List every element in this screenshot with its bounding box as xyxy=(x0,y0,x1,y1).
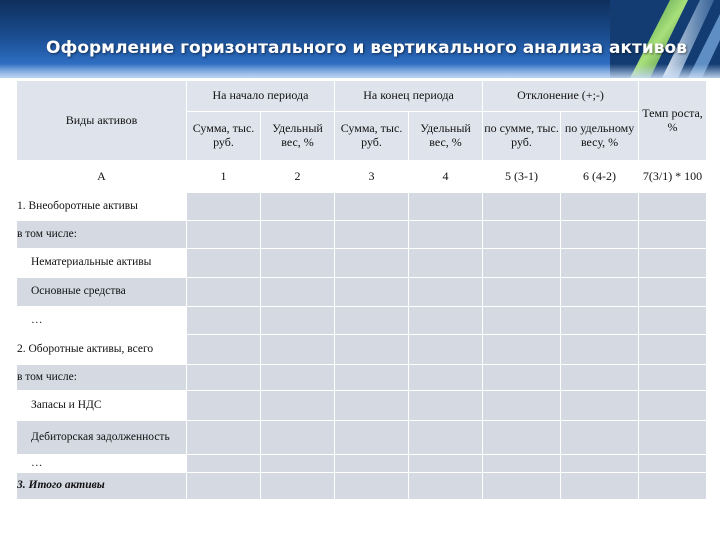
end-share-header: Удельный вес, % xyxy=(409,112,483,161)
column-number: 5 (3-1) xyxy=(483,161,561,193)
table-cell[interactable] xyxy=(639,278,707,307)
table-cell[interactable] xyxy=(483,307,561,335)
table-cell[interactable] xyxy=(483,391,561,421)
table-cell[interactable] xyxy=(409,473,483,500)
table-cell[interactable] xyxy=(639,421,707,455)
page-title: Оформление горизонтального и вертикального анализа активов xyxy=(46,38,687,58)
table-cell[interactable] xyxy=(561,307,639,335)
table-cell[interactable] xyxy=(639,365,707,391)
table-cell[interactable] xyxy=(409,335,483,365)
table-row xyxy=(17,455,707,473)
table-cell[interactable] xyxy=(409,193,483,221)
table-cell[interactable] xyxy=(187,278,261,307)
table-cell[interactable] xyxy=(335,278,409,307)
row-label: 3. Итого активы xyxy=(17,473,187,500)
row-label: … xyxy=(17,307,187,335)
table-cell[interactable] xyxy=(187,455,261,473)
table-cell[interactable] xyxy=(261,221,335,249)
table-cell[interactable] xyxy=(561,278,639,307)
deviation-header: Отклонение (+;-) xyxy=(483,81,639,112)
column-number: 7(3/1) * 100 xyxy=(639,161,707,193)
end-sum-header: Сумма, тыс. руб. xyxy=(335,112,409,161)
table-cell[interactable] xyxy=(639,193,707,221)
table-cell[interactable] xyxy=(483,193,561,221)
table-row xyxy=(17,249,707,278)
table-cell[interactable] xyxy=(409,307,483,335)
table-cell[interactable] xyxy=(335,421,409,455)
growth-rate-header: Темп роста, % xyxy=(639,81,707,161)
table-cell[interactable] xyxy=(561,249,639,278)
table-cell[interactable] xyxy=(261,249,335,278)
start-period-header: На начало периода xyxy=(187,81,335,112)
table-cell[interactable] xyxy=(335,307,409,335)
table-cell[interactable] xyxy=(561,221,639,249)
table-cell[interactable] xyxy=(187,365,261,391)
table-cell[interactable] xyxy=(483,278,561,307)
table-cell[interactable] xyxy=(409,455,483,473)
table-cell[interactable] xyxy=(483,473,561,500)
column-number: 6 (4-2) xyxy=(561,161,639,193)
table-cell[interactable] xyxy=(639,335,707,365)
table-row xyxy=(17,193,707,221)
column-number: 4 xyxy=(409,161,483,193)
table-cell[interactable] xyxy=(187,221,261,249)
row-label: 1. Внеоборотные активы xyxy=(17,193,187,221)
table-cell[interactable] xyxy=(483,455,561,473)
table-row xyxy=(17,391,707,421)
asset-types-header: Виды активов xyxy=(17,81,187,161)
table-cell[interactable] xyxy=(335,473,409,500)
table-cell[interactable] xyxy=(639,307,707,335)
column-number: 3 xyxy=(335,161,409,193)
deviation-share-header: по удельному весу, % xyxy=(561,112,639,161)
row-label: Дебиторская задолженность xyxy=(17,421,187,455)
table-cell[interactable] xyxy=(639,473,707,500)
table-row xyxy=(17,421,707,455)
table-cell[interactable] xyxy=(483,221,561,249)
table-row xyxy=(17,221,707,249)
table-cell[interactable] xyxy=(187,391,261,421)
table-cell[interactable] xyxy=(261,391,335,421)
table-cell[interactable] xyxy=(261,307,335,335)
title-banner xyxy=(0,0,720,78)
table-cell[interactable] xyxy=(187,307,261,335)
table-cell[interactable] xyxy=(187,335,261,365)
table-row xyxy=(17,307,707,335)
table-cell[interactable] xyxy=(409,421,483,455)
table-cell[interactable] xyxy=(561,421,639,455)
table-row xyxy=(17,473,707,500)
table-cell[interactable] xyxy=(335,365,409,391)
table-cell[interactable] xyxy=(561,365,639,391)
column-number: 1 xyxy=(187,161,261,193)
table-cell[interactable] xyxy=(483,249,561,278)
table-cell[interactable] xyxy=(261,455,335,473)
table-cell[interactable] xyxy=(261,421,335,455)
deviation-sum-header: по сумме, тыс. руб. xyxy=(483,112,561,161)
table-cell[interactable] xyxy=(639,249,707,278)
table-cell[interactable] xyxy=(335,249,409,278)
row-label: в том числе: xyxy=(17,365,187,391)
table-cell[interactable] xyxy=(561,455,639,473)
start-share-header: Удельный вес, % xyxy=(261,112,335,161)
table-cell[interactable] xyxy=(483,335,561,365)
table-cell[interactable] xyxy=(639,391,707,421)
column-number: 2 xyxy=(261,161,335,193)
table-cell[interactable] xyxy=(639,455,707,473)
row-label: … xyxy=(17,455,187,473)
table-cell[interactable] xyxy=(335,391,409,421)
row-label: в том числе: xyxy=(17,221,187,249)
table-cell[interactable] xyxy=(409,391,483,421)
table-cell[interactable] xyxy=(261,365,335,391)
table-cell[interactable] xyxy=(561,391,639,421)
table-cell[interactable] xyxy=(561,335,639,365)
table-cell[interactable] xyxy=(335,335,409,365)
table-cell[interactable] xyxy=(409,221,483,249)
table-cell[interactable] xyxy=(187,193,261,221)
analysis-table-container xyxy=(16,80,706,500)
row-label: 2. Оборотные активы, всего xyxy=(17,335,187,365)
table-row xyxy=(17,335,707,365)
table-cell[interactable] xyxy=(409,365,483,391)
table-cell[interactable] xyxy=(639,221,707,249)
table-cell[interactable] xyxy=(335,455,409,473)
end-period-header: На конец периода xyxy=(335,81,483,112)
table-cell[interactable] xyxy=(483,365,561,391)
table-cell[interactable] xyxy=(409,249,483,278)
table-cell[interactable] xyxy=(561,193,639,221)
table-cell[interactable] xyxy=(335,221,409,249)
asset-analysis-table xyxy=(16,80,707,500)
table-cell[interactable] xyxy=(483,421,561,455)
row-label: Нематериальные активы xyxy=(17,249,187,278)
table-cell[interactable] xyxy=(187,473,261,500)
row-label: Запасы и НДС xyxy=(17,391,187,421)
table-cell[interactable] xyxy=(261,335,335,365)
table-cell[interactable] xyxy=(561,473,639,500)
table-cell[interactable] xyxy=(335,193,409,221)
table-row xyxy=(17,278,707,307)
table-row xyxy=(17,365,707,391)
table-cell[interactable] xyxy=(261,278,335,307)
table-cell[interactable] xyxy=(187,249,261,278)
table-cell[interactable] xyxy=(261,193,335,221)
table-cell[interactable] xyxy=(187,421,261,455)
row-label: Основные средства xyxy=(17,278,187,307)
start-sum-header: Сумма, тыс. руб. xyxy=(187,112,261,161)
table-cell[interactable] xyxy=(261,473,335,500)
table-cell[interactable] xyxy=(409,278,483,307)
column-number: А xyxy=(17,161,187,193)
